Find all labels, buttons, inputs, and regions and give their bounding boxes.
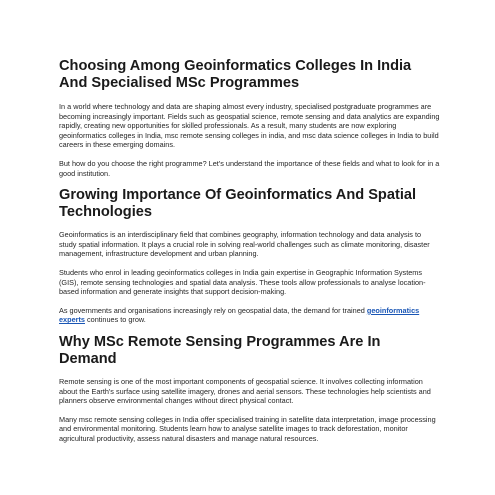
section2-paragraph-2: Many msc remote sensing colleges in India offer specialised training in satellite data interpretation, image processing and environmental monitoring. Students learn how to analyse satellite images to track deforestation, monitor agricultural productivity, assess natural disasters and manage natural resources.: [59, 414, 436, 443]
intro: [59, 102, 440, 178]
section1-p3-text-before: As governments and organisations increasingly rely on geospatial data, the demand for trained: [59, 305, 367, 315]
section-heading-remote-sensing: Why MSc Remote Sensing Programmes Are In Demand: [59, 333, 381, 367]
section-geoinformatics: [59, 187, 440, 325]
section1-paragraph-1: Geoinformatics is an interdisciplinary field that combines geography, information technology and data analysis to study spatial information. It plays a crucial role in solving real-world challenges such as climate monitoring, disaster management, infrastructure development and urban planning.: [59, 230, 430, 259]
section-heading-geoinformatics: Growing Importance Of Geoinformatics And Spatial Technologies: [59, 187, 417, 221]
intro-paragraph-1: In a world where technology and data are shaping almost every industry, specialised postgraduate programmes are becoming increasingly important. Fields such as geospatial science, remote sensing and data analytics are expanding rapidly, creating new opportunities for skilled professionals. As a result, many students are now exploring geoinformatics colleges in India, msc remote sensing colleges in india, and msc data science colleges in India to build careers in these emerging domains.: [59, 102, 440, 150]
intro-paragraph-2: But how do you choose the right programme? Let's understand the importance of these fields and what to look for in a good institution.: [59, 158, 440, 178]
article-title: Choosing Among Geoinformatics Colleges In India And Specialised MSc Programmes: [59, 58, 412, 91]
geoinformatics-experts-link[interactable]: geoinformatics experts: [59, 305, 420, 325]
section2-paragraph-1: Remote sensing is one of the most important components of geospatial science. It involves collecting information about the Earth's surface using satellite imagery, drones and aerial sensors. These technologies help scientists and planners observe environmental changes without direct physical contact.: [59, 376, 431, 406]
section1-p3-text-after: continues to grow.: [84, 315, 146, 325]
article: [59, 58, 440, 452]
section1-paragraph-2: Students who enrol in leading geoinformatics colleges in India gain expertise in Geographic Information Systems (GIS), remote sensing technologies and spatial data analysis. These tools allow professionals to analyse location-based information and generate insights that support decision-making.: [59, 267, 426, 297]
section-remote-sensing: [59, 334, 440, 444]
section1-paragraph-3: [59, 306, 440, 325]
